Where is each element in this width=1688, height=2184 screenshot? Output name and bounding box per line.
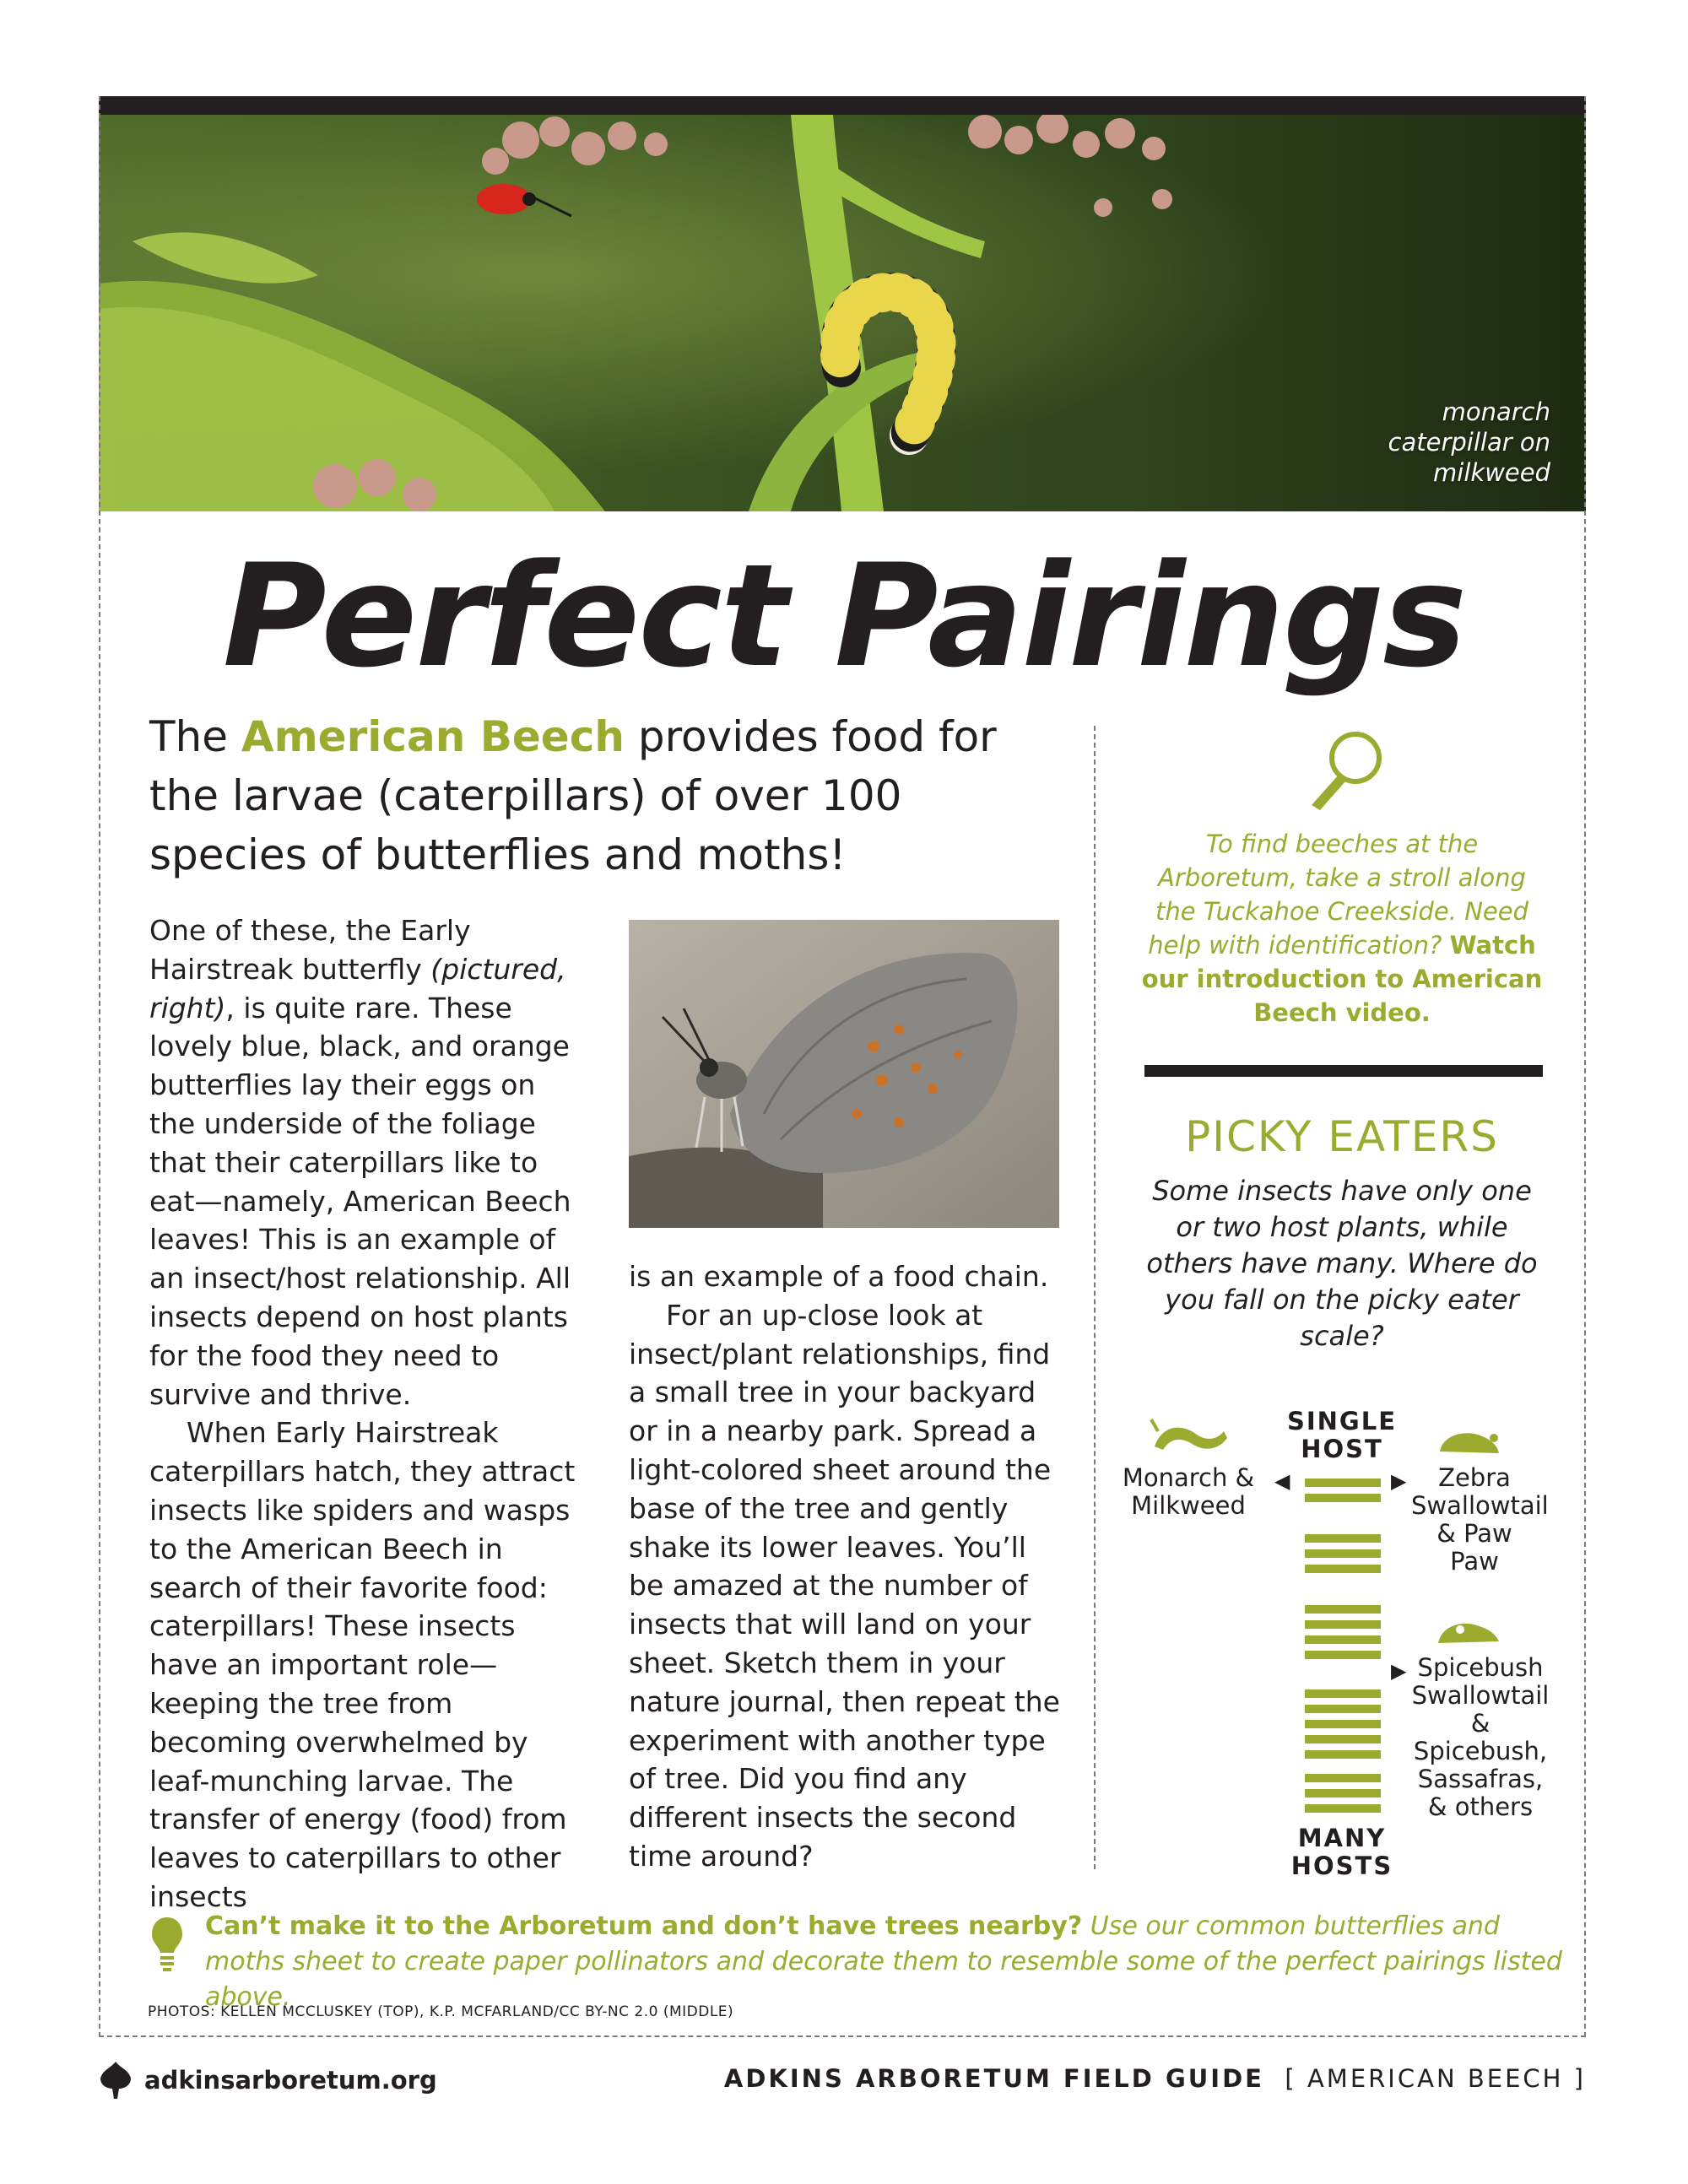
column-divider	[1094, 726, 1096, 1869]
page-title: Perfect Pairings	[222, 533, 1466, 699]
tip-video-link[interactable]: Watch our introduction to American Beech video.	[1141, 931, 1543, 1027]
lede-part2: provides food for the larvae (caterpillars) of over 100 species of butterflies and moths!	[149, 712, 997, 879]
lede-accent: American Beech	[241, 712, 625, 761]
footer-guide-title	[724, 2064, 1586, 2093]
hairstreak-image	[629, 920, 1059, 1228]
p1-italic: (pictured, right)	[149, 952, 566, 1024]
article-column-1	[149, 911, 588, 1916]
footnote-rest: Use our common butterflies and moths sheet to create paper pollinators and decorate them to resemble some of the perfect pairings listed above.	[205, 1911, 1562, 2012]
site-url[interactable]: adkinsarboretum.org	[144, 2066, 437, 2095]
hero-caption: monarch caterpillar on milkweed	[1388, 397, 1550, 487]
label-zebra: Zebra Swallowtail & Paw Paw	[1411, 1463, 1549, 1576]
tip-text: To find beeches at the Arboretum, take a stroll along the Tuckahoe Creekside. Need help with identification?	[1148, 830, 1528, 960]
butterfly-photo	[629, 920, 1059, 1228]
article-column-2	[629, 1257, 1068, 1876]
article-paragraph-1	[149, 911, 588, 1414]
bracket-close: ]	[1563, 2064, 1586, 2093]
article-paragraph-2: When Early Hairstreak caterpillars hatch, they attract insects like spiders and wasps to the American Beech in search of their favorite food: caterpillars! These insects have an important role—keeping the tree from becoming overwhelmed by leaf-munching larvae. The transfer of energy (food) from leaves to caterpillars to other insects	[149, 1416, 576, 1913]
label-monarch: Monarch & Milkweed	[1122, 1463, 1255, 1520]
label-spicebush: Spicebush Swallowtail & Spicebush, Sassafras, & others	[1411, 1653, 1550, 1821]
footnote	[148, 1909, 1566, 2015]
picky-eaters-heading: PICKY EATERS	[1185, 1112, 1499, 1161]
sidebar-rule	[1144, 1065, 1543, 1077]
arrow-right-icon: ▶	[1391, 1659, 1407, 1683]
caterpillar-icon	[1435, 1426, 1502, 1460]
picky-eaters-text: Some insects have only one or two host plants, while others have many. Where do you fall on the picky eater scale?	[1146, 1175, 1538, 1352]
scale-bottom-label: MANY HOSTS	[1290, 1824, 1393, 1880]
arrow-right-icon: ▶	[1391, 1469, 1407, 1493]
arrow-left-icon: ◀	[1274, 1469, 1290, 1493]
caterpillar-icon	[1435, 1616, 1502, 1650]
guide-topic: AMERICAN BEECH	[1307, 2064, 1564, 2093]
footnote-strong: Can’t make it to the Arboretum and don’t have trees nearby?	[205, 1911, 1083, 1941]
p1-text: One of these, the Early Hairstreak butterfly	[149, 914, 471, 986]
article-paragraph-2-cont: is an example of a food chain.	[629, 1260, 1049, 1293]
picky-eater-scale	[1305, 1479, 1381, 1825]
bracket-open: [	[1285, 2064, 1307, 2093]
magnifier-icon	[1300, 727, 1393, 815]
guide-name: ADKINS ARBORETUM FIELD GUIDE	[723, 2064, 1264, 2093]
photo-credits: PHOTOS: KELLEN MCCLUSKEY (TOP), K.P. MCFARLAND/CC BY-NC 2.0 (MIDDLE)	[148, 2003, 734, 2020]
leaf-logo-icon	[99, 2060, 133, 2100]
lede-part1: The	[149, 712, 241, 761]
p1-text-cont: , is quite rare. These lovely blue, black, and orange butterflies lay their eggs on the underside of the foliage that their caterpillars like to eat—namely, American Beech leaves! This is an example of an insect/host relationship. All insects depend on host plants for the food they need to survive and thrive.	[149, 991, 571, 1411]
article-paragraph-3: For an up-close look at insect/plant relationships, find a small tree in your backyard or in a nearby park. Spread a light-colored sheet around the base of the tree and gently shake its lower leaves. You’ll be amazed at the number of insects that will land on your sheet. Sketch them in your nature journal, then repeat the experiment with another type of tree. Did you find any different insects the second time around?	[629, 1298, 1060, 1873]
lede	[149, 707, 1036, 884]
sidebar-tip	[1139, 827, 1545, 1030]
footer-site[interactable]	[99, 2059, 437, 2101]
caterpillar-icon	[1146, 1414, 1231, 1457]
scale-top-label: SINGLE HOST	[1286, 1407, 1398, 1463]
